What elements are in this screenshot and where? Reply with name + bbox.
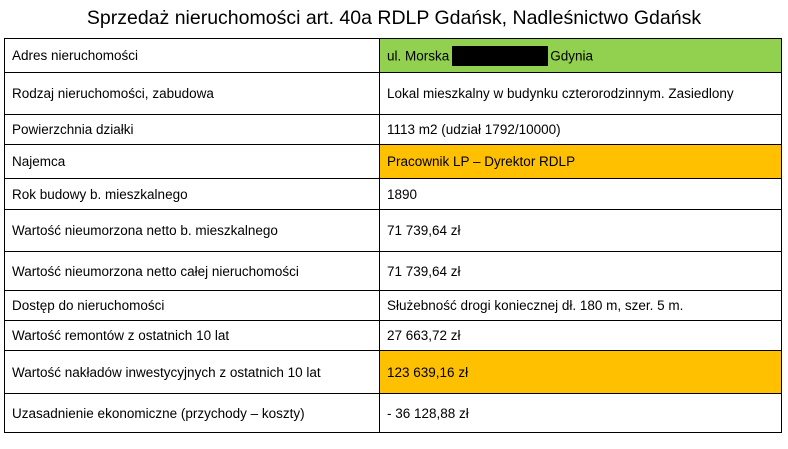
row-value: 1113 m2 (udział 1792/10000): [380, 115, 782, 145]
table-row-plot-area: [5, 115, 782, 145]
row-value: Pracownik LP – Dyrektor RDLP: [380, 145, 782, 179]
row-label: Powierzchnia działki: [5, 115, 380, 145]
row-value: 71 739,64 zł: [380, 252, 782, 291]
row-value: - 36 128,88 zł: [380, 394, 782, 433]
table-row-investments: [5, 351, 782, 394]
row-value: Lokal mieszkalny w budynku czterorodzinnym. Zasiedlony: [380, 73, 782, 115]
table-row-access: [5, 291, 782, 321]
document-title: Sprzedaż nieruchomości art. 40a RDLP Gdańsk, Nadleśnictwo Gdańsk: [86, 7, 702, 29]
address-value: [380, 39, 782, 73]
row-value: Służebność drogi koniecznej dł. 180 m, szer. 5 m.: [380, 291, 782, 321]
row-value: 1890: [380, 179, 782, 210]
table-row-build-year: [5, 179, 782, 210]
row-label: Wartość remontów z ostatnich 10 lat: [5, 321, 380, 351]
table-row-address: [5, 39, 782, 73]
row-value: 27 663,72 zł: [380, 321, 782, 351]
row-label: Dostęp do nieruchomości: [5, 291, 380, 321]
row-label: Wartość nakładów inwestycyjnych z ostatnich 10 lat: [5, 351, 380, 394]
table-row-building-value: [5, 210, 782, 252]
row-label: Rok budowy b. mieszkalnego: [5, 179, 380, 210]
redaction-block: [452, 46, 548, 66]
table-row-renovations: [5, 321, 782, 351]
row-value: 71 739,64 zł: [380, 210, 782, 252]
row-label: Adres nieruchomości: [5, 39, 380, 73]
address-street: ul. Morska: [387, 48, 450, 63]
row-label: Najemca: [5, 145, 380, 179]
table-row-economic-justification: [5, 394, 782, 433]
table-row-property-type: [5, 73, 782, 115]
address-city: Gdynia: [550, 48, 594, 63]
row-label: Rodzaj nieruchomości, zabudowa: [5, 73, 380, 115]
property-info-table: [4, 38, 782, 433]
table-row-tenant: [5, 145, 782, 179]
row-label: Wartość nieumorzona netto całej nieruchomości: [5, 252, 380, 291]
row-label: Wartość nieumorzona netto b. mieszkalnego: [5, 210, 380, 252]
row-value: 123 639,16 zł: [380, 351, 782, 394]
row-label: Uzasadnienie ekonomiczne (przychody – koszty): [5, 394, 380, 433]
table-row-property-value: [5, 252, 782, 291]
